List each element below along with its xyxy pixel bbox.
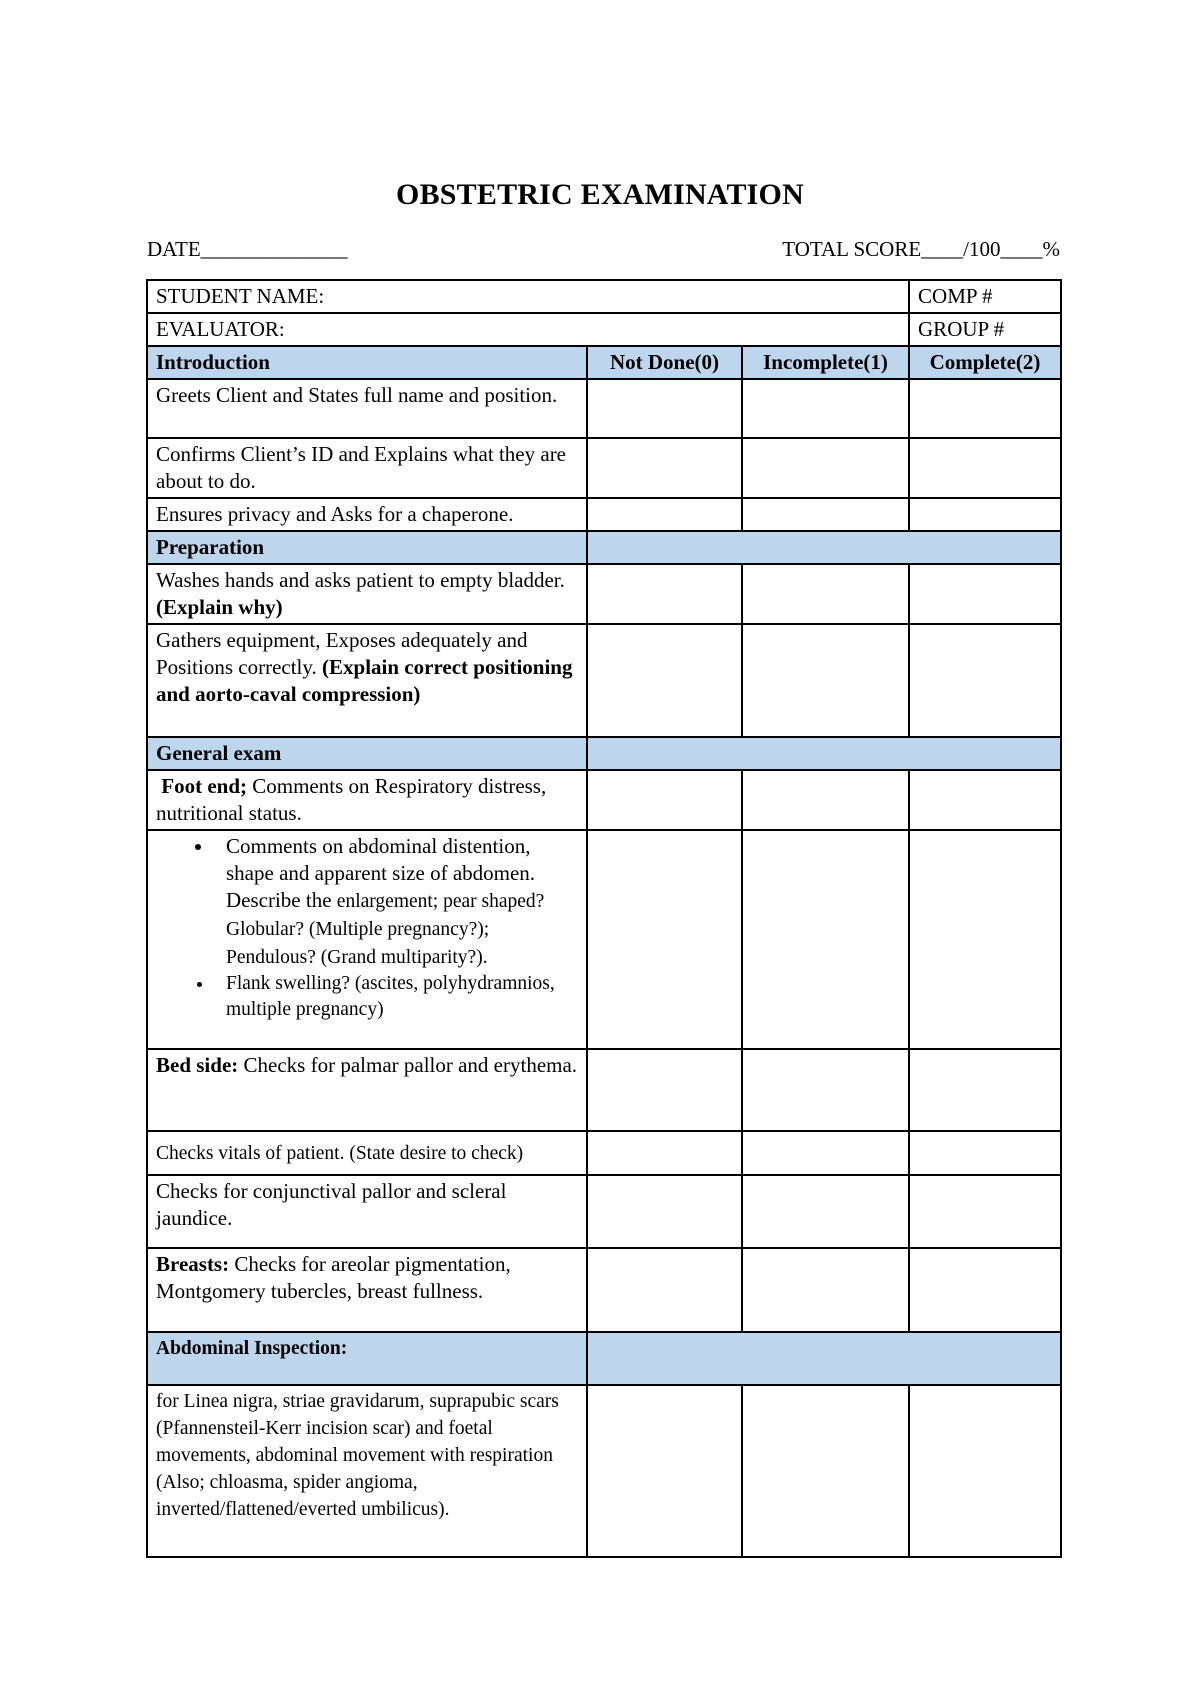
evaluation-table — [146, 279, 1062, 1558]
score-cell-incomplete[interactable] — [742, 1175, 909, 1248]
score-cell-not-done[interactable] — [587, 564, 742, 624]
table-row — [147, 624, 1061, 737]
score-cell-incomplete[interactable] — [742, 379, 909, 438]
section-header-fill — [587, 737, 1061, 770]
section-title-preparation: Preparation — [147, 531, 587, 564]
evaluator-label: EVALUATOR: — [147, 313, 909, 346]
date-field: DATE______________ — [147, 237, 348, 261]
score-cell-incomplete[interactable] — [742, 770, 909, 830]
table-row — [147, 830, 1061, 1049]
score-cell-complete[interactable] — [909, 1049, 1061, 1131]
section-title-general-exam: General exam — [147, 737, 587, 770]
comp-label: COMP # — [909, 280, 1061, 313]
score-cell-not-done[interactable] — [587, 830, 742, 1049]
item-text-part: Gathers equipment, Exposes adequately and Positions correctly. — [156, 628, 528, 679]
item-text-part: Comments on Respiratory distress, nutritional status. — [156, 774, 547, 825]
table-row — [147, 564, 1061, 624]
score-cell-complete[interactable] — [909, 1248, 1061, 1332]
item-text-bold: (Explain why) — [156, 595, 283, 619]
table-row — [147, 498, 1061, 531]
total-score-field: TOTAL SCORE____/100____% — [782, 237, 1060, 261]
item-text-bold: Breasts: — [156, 1252, 230, 1276]
item-text-part: Checks for palmar pallor and erythema. — [238, 1053, 578, 1077]
table-row — [147, 1248, 1061, 1332]
item-text — [147, 624, 587, 737]
item-text-part: Checks for areolar pigmentation, Montgomery tubercles, breast fullness. — [156, 1252, 511, 1303]
score-cell-not-done[interactable] — [587, 379, 742, 438]
section-header-fill — [587, 531, 1061, 564]
list-item — [214, 833, 578, 971]
item-text — [147, 830, 587, 1049]
table-row — [147, 1385, 1061, 1557]
score-cell-not-done[interactable] — [587, 1175, 742, 1248]
item-text-bold: (Explain correct positioning and aorto-caval compression) — [156, 655, 573, 706]
score-cell-incomplete[interactable] — [742, 1248, 909, 1332]
table-row — [147, 1049, 1061, 1131]
score-cell-incomplete[interactable] — [742, 624, 909, 737]
section-header-preparation — [147, 531, 1061, 564]
item-text: Confirms Client’s ID and Explains what they are about to do. — [147, 438, 587, 498]
table-row — [147, 770, 1061, 830]
item-text: Ensures privacy and Asks for a chaperone. — [147, 498, 587, 531]
score-cell-incomplete[interactable] — [742, 438, 909, 498]
bullet-list — [156, 833, 578, 1023]
score-cell-complete[interactable] — [909, 624, 1061, 737]
item-text — [147, 1049, 587, 1131]
section-header-fill — [587, 1332, 1061, 1385]
section-title-abdominal-inspection: Abdominal Inspection: — [147, 1332, 587, 1385]
score-cell-complete[interactable] — [909, 830, 1061, 1049]
score-cell-complete[interactable] — [909, 379, 1061, 438]
score-cell-incomplete[interactable] — [742, 498, 909, 531]
item-text: Greets Client and States full name and position. — [147, 379, 587, 438]
col-not-done: Not Done(0) — [587, 346, 742, 379]
section-header-general-exam — [147, 737, 1061, 770]
section-title-introduction: Introduction — [147, 346, 587, 379]
item-text-bold: Foot end; — [161, 774, 247, 798]
score-cell-complete[interactable] — [909, 1175, 1061, 1248]
section-header-abdominal-inspection — [147, 1332, 1061, 1385]
student-name-label: STUDENT NAME: — [147, 280, 909, 313]
score-cell-incomplete[interactable] — [742, 830, 909, 1049]
score-cell-complete[interactable] — [909, 1385, 1061, 1557]
score-cell-complete[interactable] — [909, 770, 1061, 830]
group-label: GROUP # — [909, 313, 1061, 346]
score-cell-not-done[interactable] — [587, 770, 742, 830]
table-row — [147, 1175, 1061, 1248]
table-row — [147, 1131, 1061, 1175]
item-text — [147, 1248, 587, 1332]
item-text: for Linea nigra, striae gravidarum, suprapubic scars (Pfannensteil-Kerr incision scar) and foetal movements, abdominal movement with respiration (Also; chloasma, spider angioma, inverted/flattened/everted umbilicus). — [147, 1385, 587, 1557]
item-text-bold: Bed side: — [156, 1053, 239, 1077]
student-name-row — [147, 280, 1061, 313]
score-cell-incomplete[interactable] — [742, 1049, 909, 1131]
score-cell-not-done[interactable] — [587, 438, 742, 498]
col-incomplete: Incomplete(1) — [742, 346, 909, 379]
col-complete: Complete(2) — [909, 346, 1061, 379]
score-cell-complete[interactable] — [909, 438, 1061, 498]
score-cell-not-done[interactable] — [587, 1385, 742, 1557]
score-cell-incomplete[interactable] — [742, 1131, 909, 1175]
score-cell-incomplete[interactable] — [742, 564, 909, 624]
list-item: • Flank swelling? (ascites, polyhydramnios, multiple pregnancy) — [214, 971, 578, 1023]
item-text-small: enlargement; pear shaped? Globular? (Multiple pregnancy?); Pendulous? (Grand multiparity?). — [226, 891, 545, 968]
evaluator-row — [147, 313, 1061, 346]
score-cell-complete[interactable] — [909, 1131, 1061, 1175]
item-text-part: Comments on abdominal distention, shape and apparent size of abdomen. Describe the — [226, 834, 536, 912]
score-cell-not-done[interactable] — [587, 1131, 742, 1175]
score-cell-not-done[interactable] — [587, 498, 742, 531]
item-text: Checks vitals of patient. (State desire to check) — [147, 1131, 587, 1175]
item-text-part: Washes hands and asks patient to empty bladder. — [156, 568, 565, 592]
page-title: OBSTETRIC EXAMINATION — [396, 178, 804, 211]
score-cell-complete[interactable] — [909, 564, 1061, 624]
item-text: Checks for conjunctival pallor and scleral jaundice. — [147, 1175, 587, 1248]
item-text — [147, 770, 587, 830]
score-cell-not-done[interactable] — [587, 1248, 742, 1332]
score-cell-incomplete[interactable] — [742, 1385, 909, 1557]
table-row — [147, 379, 1061, 438]
score-cell-not-done[interactable] — [587, 1049, 742, 1131]
section-header-introduction — [147, 346, 1061, 379]
table-row — [147, 438, 1061, 498]
score-cell-complete[interactable] — [909, 498, 1061, 531]
score-cell-not-done[interactable] — [587, 624, 742, 737]
item-text — [147, 564, 587, 624]
